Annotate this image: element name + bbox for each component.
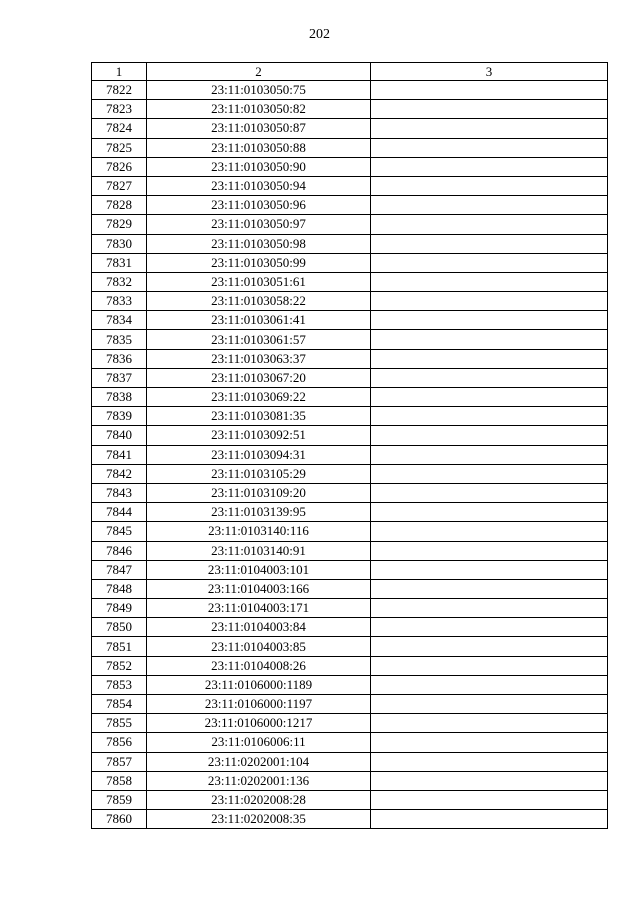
notes-cell [371, 733, 608, 752]
row-number-cell: 7838 [92, 388, 147, 407]
notes-cell [371, 176, 608, 195]
notes-cell [371, 215, 608, 234]
notes-cell [371, 445, 608, 464]
table-row [92, 771, 608, 790]
notes-cell [371, 695, 608, 714]
table-row [92, 618, 608, 637]
row-number-cell: 7828 [92, 196, 147, 215]
cadastral-number-cell: 23:11:0104003:166 [147, 579, 371, 598]
notes-cell [371, 311, 608, 330]
notes-cell [371, 368, 608, 387]
table-row [92, 407, 608, 426]
table-row [92, 464, 608, 483]
cadastral-number-cell: 23:11:0202008:35 [147, 810, 371, 829]
cadastral-number-cell: 23:11:0103092:51 [147, 426, 371, 445]
notes-cell [371, 196, 608, 215]
table-row [92, 253, 608, 272]
row-number-cell: 7857 [92, 752, 147, 771]
row-number-cell: 7854 [92, 695, 147, 714]
cadastral-number-cell: 23:11:0103050:75 [147, 81, 371, 100]
row-number-cell: 7841 [92, 445, 147, 464]
cadastral-number-cell: 23:11:0103061:41 [147, 311, 371, 330]
notes-cell [371, 579, 608, 598]
table-row [92, 656, 608, 675]
table-row [92, 599, 608, 618]
cadastral-number-cell: 23:11:0103105:29 [147, 464, 371, 483]
notes-cell [371, 100, 608, 119]
notes-cell [371, 675, 608, 694]
notes-cell [371, 541, 608, 560]
cadastral-number-cell: 23:11:0103050:96 [147, 196, 371, 215]
notes-cell [371, 234, 608, 253]
notes-cell [371, 752, 608, 771]
notes-cell [371, 656, 608, 675]
page-number: 202 [309, 27, 330, 42]
row-number-cell: 7852 [92, 656, 147, 675]
row-number-cell: 7825 [92, 138, 147, 157]
notes-cell [371, 560, 608, 579]
cadastral-number-cell: 23:11:0103063:37 [147, 349, 371, 368]
row-number-cell: 7847 [92, 560, 147, 579]
cadastral-number-cell: 23:11:0104003:171 [147, 599, 371, 618]
row-number-cell: 7826 [92, 157, 147, 176]
row-number-cell: 7830 [92, 234, 147, 253]
row-number-cell: 7850 [92, 618, 147, 637]
cadastral-number-cell: 23:11:0106000:1197 [147, 695, 371, 714]
row-number-cell: 7858 [92, 771, 147, 790]
row-number-cell: 7855 [92, 714, 147, 733]
cadastral-number-cell: 23:11:0104008:26 [147, 656, 371, 675]
cadastral-number-cell: 23:11:0103061:57 [147, 330, 371, 349]
cadastral-number-cell: 23:11:0104003:84 [147, 618, 371, 637]
notes-cell [371, 426, 608, 445]
notes-cell [371, 637, 608, 656]
table-row [92, 157, 608, 176]
cadastral-number-cell: 23:11:0103050:98 [147, 234, 371, 253]
table-row [92, 522, 608, 541]
row-number-cell: 7832 [92, 272, 147, 291]
notes-cell [371, 272, 608, 291]
table-row [92, 541, 608, 560]
notes-cell [371, 810, 608, 829]
table-row [92, 176, 608, 195]
notes-cell [371, 138, 608, 157]
notes-cell [371, 349, 608, 368]
row-number-cell: 7827 [92, 176, 147, 195]
notes-cell [371, 483, 608, 502]
table-row [92, 196, 608, 215]
cadastral-number-cell: 23:11:0103050:97 [147, 215, 371, 234]
row-number-cell: 7829 [92, 215, 147, 234]
table-row [92, 100, 608, 119]
table-row [92, 637, 608, 656]
table-row [92, 330, 608, 349]
table-row [92, 695, 608, 714]
table-row [92, 388, 608, 407]
row-number-cell: 7836 [92, 349, 147, 368]
row-number-cell: 7849 [92, 599, 147, 618]
cadastral-number-cell: 23:11:0106000:1217 [147, 714, 371, 733]
notes-cell [371, 599, 608, 618]
table-row [92, 579, 608, 598]
cadastral-number-cell: 23:11:0103050:99 [147, 253, 371, 272]
cadastral-number-cell: 23:11:0202001:136 [147, 771, 371, 790]
cadastral-number-cell: 23:11:0103058:22 [147, 292, 371, 311]
notes-cell [371, 81, 608, 100]
table-row [92, 733, 608, 752]
table-row [92, 790, 608, 809]
table-row [92, 483, 608, 502]
notes-cell [371, 407, 608, 426]
table-body [92, 81, 608, 829]
row-number-cell: 7824 [92, 119, 147, 138]
table-row [92, 445, 608, 464]
row-number-cell: 7859 [92, 790, 147, 809]
cadastral-number-cell: 23:11:0202008:28 [147, 790, 371, 809]
cadastral-number-cell: 23:11:0103050:94 [147, 176, 371, 195]
registry-table [91, 62, 608, 829]
cadastral-number-cell: 23:11:0103050:88 [147, 138, 371, 157]
table-row [92, 234, 608, 253]
row-number-cell: 7831 [92, 253, 147, 272]
row-number-cell: 7860 [92, 810, 147, 829]
row-number-cell: 7848 [92, 579, 147, 598]
cadastral-number-cell: 23:11:0103109:20 [147, 483, 371, 502]
row-number-cell: 7835 [92, 330, 147, 349]
row-number-cell: 7833 [92, 292, 147, 311]
table-row [92, 560, 608, 579]
cadastral-number-cell: 23:11:0103050:87 [147, 119, 371, 138]
notes-cell [371, 388, 608, 407]
row-number-cell: 7834 [92, 311, 147, 330]
row-number-cell: 7844 [92, 503, 147, 522]
table-row [92, 215, 608, 234]
cadastral-number-cell: 23:11:0104003:101 [147, 560, 371, 579]
header-row [92, 63, 608, 81]
notes-cell [371, 157, 608, 176]
notes-cell [371, 464, 608, 483]
notes-cell [371, 790, 608, 809]
table-row [92, 503, 608, 522]
table-row [92, 368, 608, 387]
row-number-cell: 7823 [92, 100, 147, 119]
table-row [92, 311, 608, 330]
cadastral-number-cell: 23:11:0103140:116 [147, 522, 371, 541]
cadastral-number-cell: 23:11:0103050:90 [147, 157, 371, 176]
row-number-cell: 7851 [92, 637, 147, 656]
row-number-cell: 7839 [92, 407, 147, 426]
header-col-2: 2 [147, 63, 371, 81]
cadastral-number-cell: 23:11:0103067:20 [147, 368, 371, 387]
table-row [92, 426, 608, 445]
notes-cell [371, 522, 608, 541]
row-number-cell: 7845 [92, 522, 147, 541]
cadastral-number-cell: 23:11:0103050:82 [147, 100, 371, 119]
table-row [92, 714, 608, 733]
cadastral-number-cell: 23:11:0103069:22 [147, 388, 371, 407]
row-number-cell: 7842 [92, 464, 147, 483]
row-number-cell: 7822 [92, 81, 147, 100]
table-row [92, 292, 608, 311]
table-row [92, 81, 608, 100]
row-number-cell: 7853 [92, 675, 147, 694]
cadastral-number-cell: 23:11:0202001:104 [147, 752, 371, 771]
notes-cell [371, 503, 608, 522]
notes-cell [371, 618, 608, 637]
cadastral-number-cell: 23:11:0103051:61 [147, 272, 371, 291]
header-col-1: 1 [92, 63, 147, 81]
notes-cell [371, 119, 608, 138]
cadastral-number-cell: 23:11:0103081:35 [147, 407, 371, 426]
table-row [92, 752, 608, 771]
cadastral-number-cell: 23:11:0103139:95 [147, 503, 371, 522]
header-col-3: 3 [371, 63, 608, 81]
notes-cell [371, 253, 608, 272]
row-number-cell: 7837 [92, 368, 147, 387]
table-row [92, 349, 608, 368]
cadastral-number-cell: 23:11:0103094:31 [147, 445, 371, 464]
notes-cell [371, 292, 608, 311]
table-row [92, 810, 608, 829]
cadastral-number-cell: 23:11:0103140:91 [147, 541, 371, 560]
table-row [92, 675, 608, 694]
notes-cell [371, 714, 608, 733]
table-header [92, 63, 608, 81]
cadastral-number-cell: 23:11:0104003:85 [147, 637, 371, 656]
row-number-cell: 7840 [92, 426, 147, 445]
row-number-cell: 7843 [92, 483, 147, 502]
table-row [92, 138, 608, 157]
cadastral-number-cell: 23:11:0106000:1189 [147, 675, 371, 694]
cadastral-number-cell: 23:11:0106006:11 [147, 733, 371, 752]
row-number-cell: 7856 [92, 733, 147, 752]
notes-cell [371, 771, 608, 790]
table-row [92, 119, 608, 138]
row-number-cell: 7846 [92, 541, 147, 560]
table-row [92, 272, 608, 291]
notes-cell [371, 330, 608, 349]
